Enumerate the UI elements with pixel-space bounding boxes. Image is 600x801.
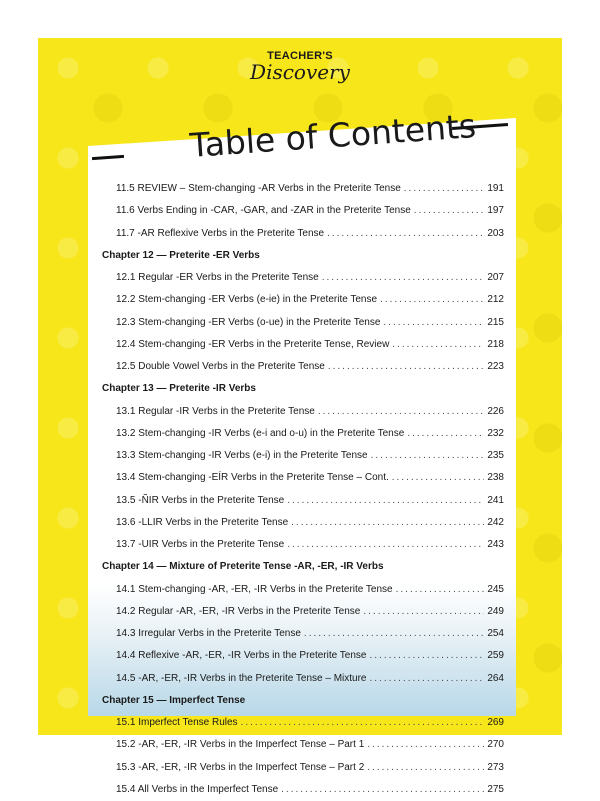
dot-leader [369,645,484,667]
entry-title: 15.2 -AR, -ER, -IR Verbs in the Imperfect Tense – Part 1 [116,739,365,751]
toc-entry [92,312,504,334]
entry-title: 12.2 Stem-changing -ER Verbs (e-ie) in the Preterite Tense [116,294,378,306]
entry-title: 12.5 Double Vowel Verbs in the Preterite Tense [116,361,325,372]
dot-leader [380,289,484,311]
teachers-discovery-logo [245,50,355,96]
entry-title: 11.7 -AR Reflexive Verbs in the Preterite Tense [116,227,325,239]
toc-entry [92,623,504,645]
page-number: 197 [487,205,504,217]
page-number: 264 [487,672,504,684]
toc-entry [92,178,504,200]
dot-leader [287,534,484,556]
toc-entry [92,712,504,734]
page-number: 232 [487,427,504,439]
dot-leader [404,178,485,200]
toc-entry [92,601,504,623]
toc-entry [92,423,504,445]
page-number: 226 [487,405,504,417]
page-number: 254 [487,628,504,639]
chapter-title: Chapter 12 — Preterite -ER Verbs [102,249,260,261]
page-number: 270 [487,739,504,751]
toc-entry [92,734,504,756]
dot-leader [281,779,484,801]
dot-leader [367,757,484,779]
entry-title: 11.5 REVIEW – Stem-changing -AR Verbs in the Preterite Tense [116,183,401,194]
dot-leader [396,579,485,601]
entry-title: 15.4 All Verbs in the Imperfect Tense [116,783,279,795]
page-number: 203 [487,227,504,239]
entry-title: 13.3 Stem-changing -IR Verbs (e-i) in the Preterite Tense [116,450,368,461]
dot-leader [291,512,484,534]
page-number: 215 [487,316,504,328]
dot-leader [241,712,485,734]
entry-title: 15.3 -AR, -ER, -IR Verbs in the Imperfect Tense – Part 2 [116,761,365,773]
dot-leader [392,467,485,489]
chapter-title: Chapter 13 — Preterite -IR Verbs [102,383,256,395]
chapter-title: Chapter 14 — Mixture of Preterite Tense -AR, -ER, -IR Verbs [102,561,384,573]
entry-title: 14.5 -AR, -ER, -IR Verbs in the Preterite Tense – Mixture [116,672,367,684]
page-number: 207 [487,272,504,283]
toc-entry [92,267,504,289]
page-number: 259 [487,650,504,662]
toc-entry [92,289,504,311]
toc-entry [92,356,504,378]
toc-entry [92,534,504,556]
entry-title: 12.1 Regular -ER Verbs in the Preterite Tense [116,272,319,283]
logo-line-2: Discovery [250,60,350,84]
dot-leader [363,601,484,623]
toc-entry [92,334,504,356]
dot-leader [328,356,484,378]
entry-title: 15.1 Imperfect Tense Rules [116,717,238,728]
entry-title: 13.5 -ÑIR Verbs in the Preterite Tense [116,494,285,506]
page-number: 212 [487,294,504,306]
page-number: 241 [487,494,504,506]
entry-title: 13.4 Stem-changing -EÍR Verbs in the Preterite Tense – Cont. [116,472,389,484]
entry-title: 12.4 Stem-changing -ER Verbs in the Preterite Tense, Review [116,338,390,350]
chapter-heading [92,556,504,578]
page-number: 223 [487,361,504,372]
dot-leader [383,312,484,334]
dot-leader [392,334,484,356]
chapter-heading [92,690,504,712]
chapter-title: Chapter 15 — Imperfect Tense [102,694,246,706]
toc-entry [92,467,504,489]
table-of-contents [92,178,504,801]
page-number: 242 [487,516,504,528]
entry-title: 11.6 Verbs Ending in -CAR, -GAR, and -ZAR in the Preterite Tense [116,205,411,217]
page-title: Table of Contents [188,106,478,165]
toc-entry [92,490,504,512]
entry-title: 13.2 Stem-changing -IR Verbs (e-i and o-u) in the Preterite Tense [116,427,405,439]
dot-leader [414,200,485,222]
page-number: 269 [487,717,504,728]
entry-title: 13.7 -UIR Verbs in the Preterite Tense [116,539,285,550]
page-number: 243 [487,539,504,550]
dot-leader [287,490,484,512]
entry-title: 13.6 -LLIR Verbs in the Preterite Tense [116,516,289,528]
toc-entry [92,200,504,222]
page-number: 245 [487,583,504,595]
entry-title: 14.1 Stem-changing -AR, -ER, -IR Verbs in the Preterite Tense [116,583,393,595]
entry-title: 14.4 Reflexive -AR, -ER, -IR Verbs in the Preterite Tense [116,650,367,662]
toc-entry [92,401,504,423]
chapter-heading [92,245,504,267]
entry-title: 12.3 Stem-changing -ER Verbs (o-ue) in the Preterite Tense [116,316,381,328]
dot-leader [327,223,484,245]
page-number: 273 [487,761,504,773]
toc-entry [92,645,504,667]
toc-entry [92,757,504,779]
entry-title: 14.2 Regular -AR, -ER, -IR Verbs in the Preterite Tense [116,605,361,617]
dot-leader [407,423,484,445]
dot-leader [318,401,484,423]
toc-entry [92,512,504,534]
page-number: 249 [487,605,504,617]
dot-leader [371,445,485,467]
entry-title: 14.3 Irregular Verbs in the Preterite Tense [116,628,301,639]
entry-title: 13.1 Regular -IR Verbs in the Preterite Tense [116,405,315,417]
dot-leader [304,623,484,645]
chapter-heading [92,378,504,400]
page-number: 218 [487,338,504,350]
toc-entry [92,779,504,801]
dot-leader [369,668,484,690]
dot-leader [322,267,485,289]
page-number: 235 [487,450,504,461]
toc-entry [92,579,504,601]
toc-entry [92,223,504,245]
toc-entry [92,668,504,690]
toc-entry [92,445,504,467]
dot-leader [367,734,484,756]
page-number: 238 [487,472,504,484]
logo-line-1: TEACHER'S [267,50,333,62]
page-number: 275 [487,783,504,795]
page-number: 191 [487,183,504,194]
